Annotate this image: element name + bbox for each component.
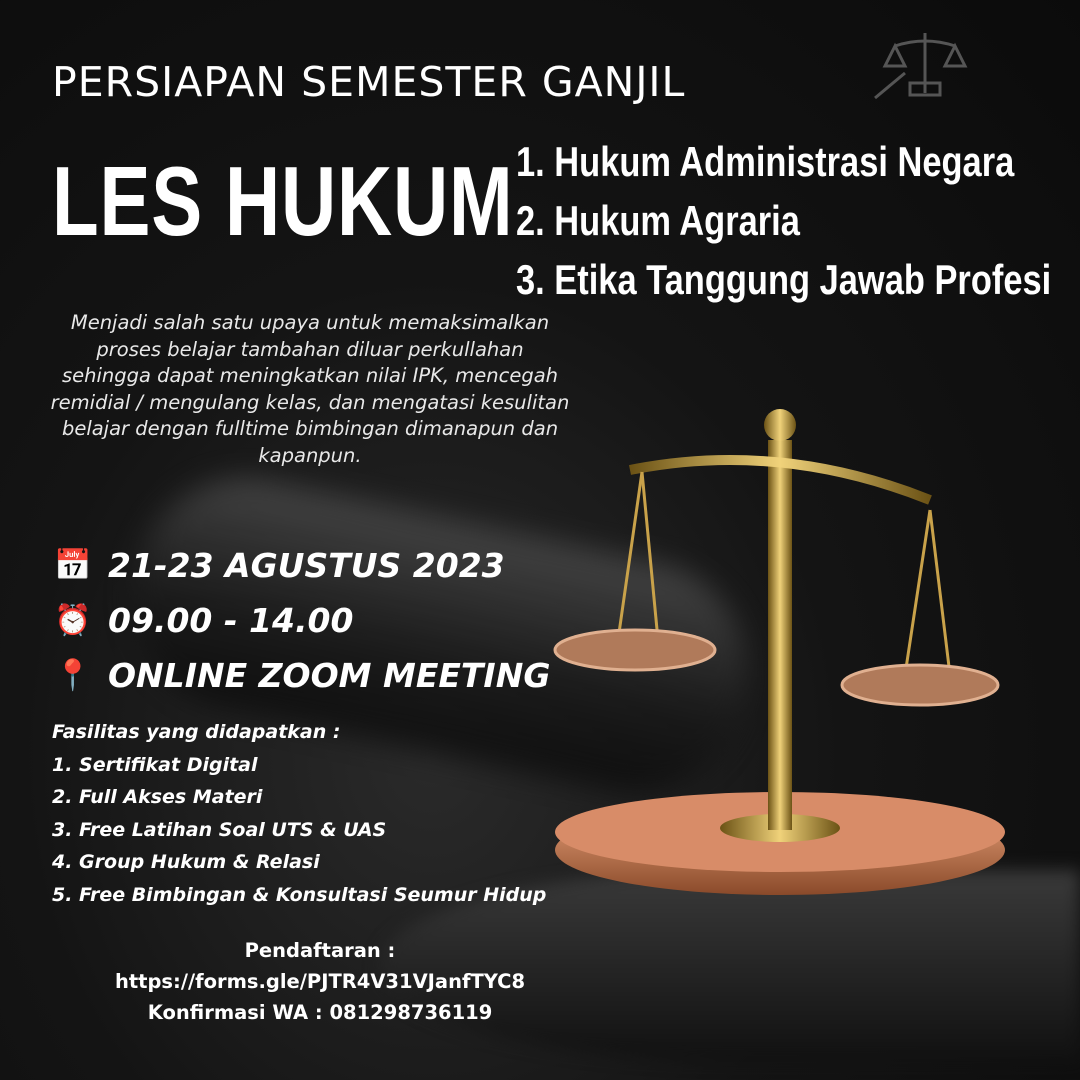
event-date [52, 538, 550, 593]
subject-item: 2. Hukum Agraria [516, 197, 800, 244]
subtitle: PERSIAPAN SEMESTER GANJIL [52, 58, 686, 106]
time-text: 09.00 - 14.00 [108, 601, 354, 640]
facility-item: 4. Group Hukum & Relasi [52, 851, 320, 873]
facility-item: 1. Sertifikat Digital [52, 753, 258, 776]
registration-link[interactable]: https://forms.gle/PJTR4V31VJanfTYC8 [114, 970, 526, 993]
subject-item: 3. Etika Tanggung Jawab Profesi [516, 256, 1052, 303]
scale-logo-icon [870, 28, 980, 118]
page-title: LES HUKUM [52, 146, 514, 256]
event-location [52, 648, 550, 703]
registration [80, 935, 560, 1028]
facility-item: 2. Full Akses Materi [52, 786, 263, 808]
event-time [52, 593, 550, 648]
location-text: ONLINE ZOOM MEETING [108, 656, 551, 695]
calendar-icon: 📅 [54, 548, 92, 583]
date-text: 21-23 AGUSTUS 2023 [108, 546, 505, 585]
description: Menjadi salah satu upaya untuk memaksimalkan proses belajar tambahan diluar perkullahan sehingga dapat meningkatkan nilai IPK, mencegah remidial / mengulang kelas, dan mengatasi kesulitan belajar dengan fulltime bimbingan dimanapun dan kapanpun. [50, 311, 570, 467]
pin-icon: 📍 [54, 658, 92, 693]
event-info [52, 538, 550, 703]
facilities-heading: Fasilitas yang didapatkan : [52, 721, 341, 743]
registration-label: Pendaftaran : [244, 939, 396, 962]
justice-scale-image [530, 400, 1010, 920]
facility-item: 5. Free Bimbingan & Konsultasi Seumur Hidup [52, 883, 547, 906]
facilities [52, 716, 546, 911]
facility-item: 3. Free Latihan Soal UTS & UAS [52, 818, 387, 841]
alarm-clock-icon: ⏰ [54, 603, 92, 638]
subject-item: 1. Hukum Administrasi Negara [516, 138, 1015, 185]
whatsapp-contact: Konfirmasi WA : 081298736119 [147, 1001, 493, 1024]
subject-list [516, 132, 1051, 309]
